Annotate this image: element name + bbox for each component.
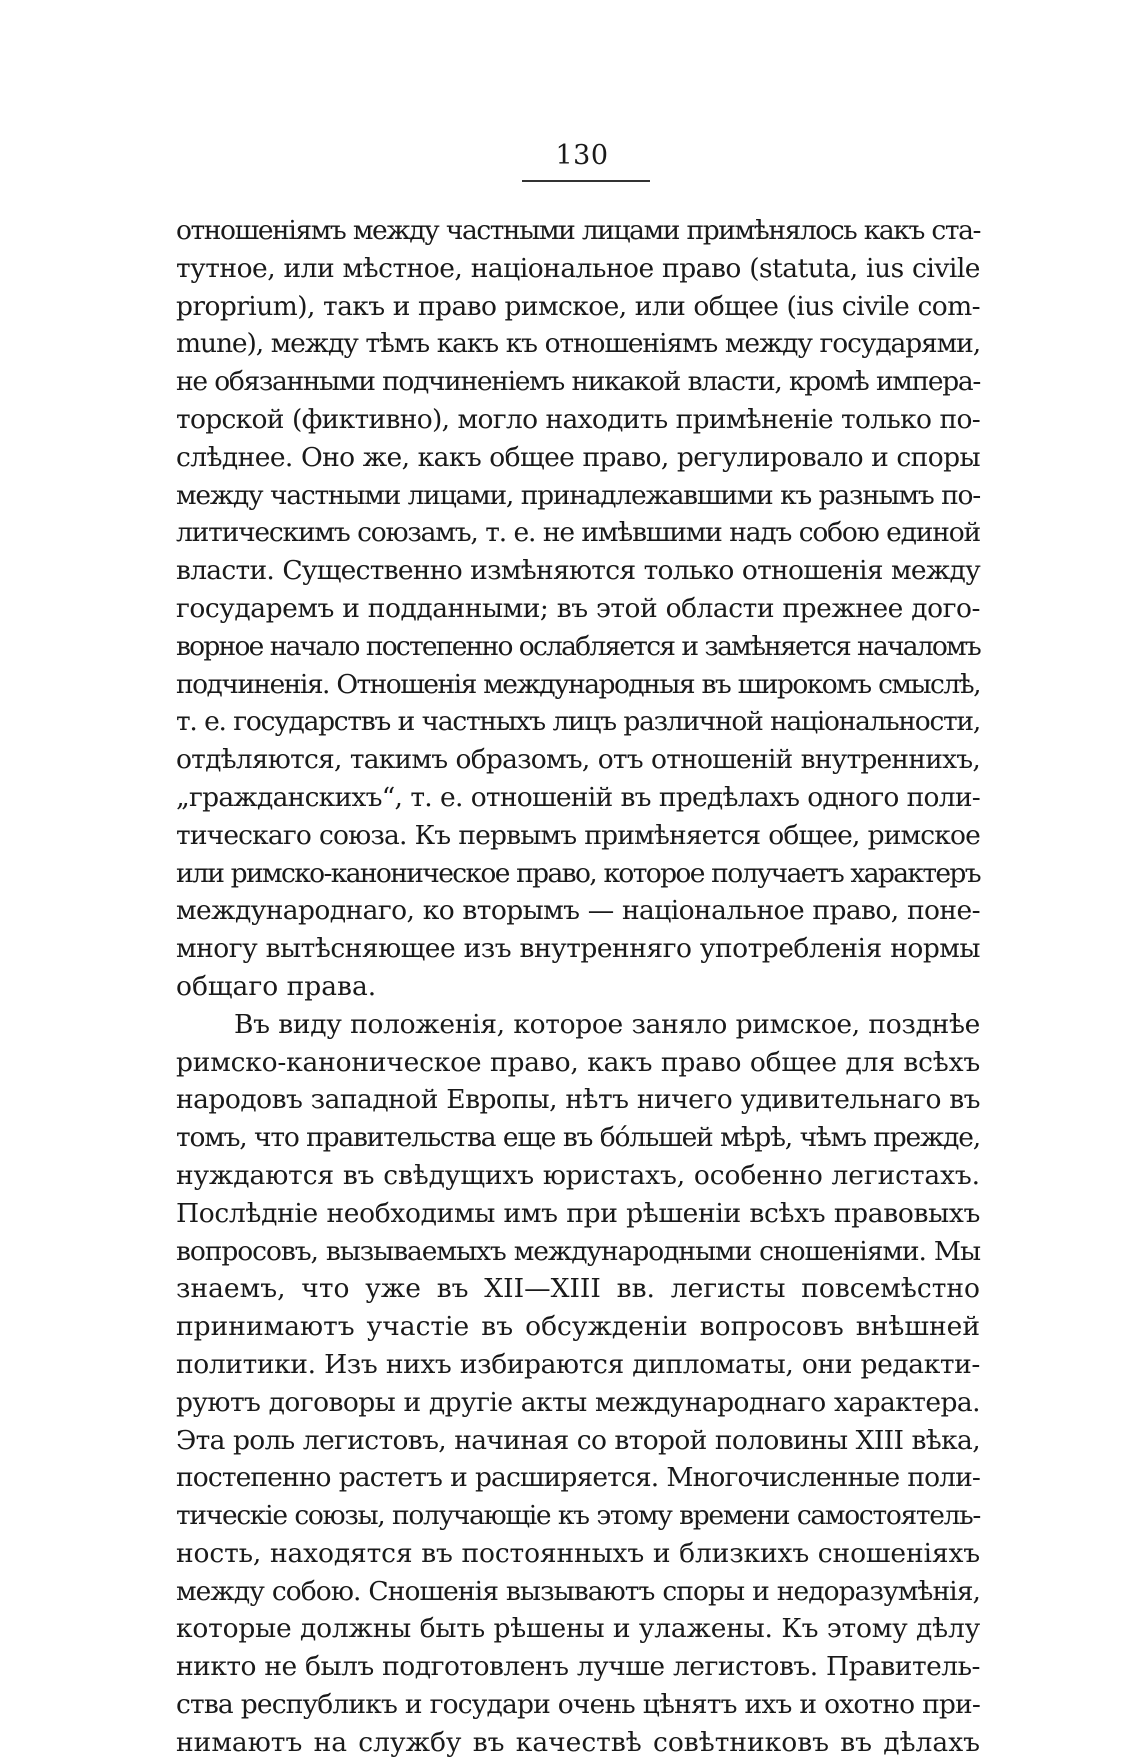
page-number: 130 bbox=[555, 140, 609, 171]
text-line: тическаго союза. Къ первымъ примѣняется общее, римское bbox=[176, 819, 980, 851]
text-line: знаемъ, что уже въ XII—XIII вв. легисты повсемѣстно bbox=[176, 1273, 980, 1305]
text-line: тутное, или мѣстное, національное право (statuta, ius civile bbox=[176, 252, 980, 284]
text-line: ства республикъ и государи очень цѣнятъ ихъ и охотно при- bbox=[176, 1689, 980, 1721]
text-line: слѣднее. Оно же, какъ общее право, регулировало и споры bbox=[176, 441, 980, 473]
text-line: литическимъ союзамъ, т. е. не имѣвшими надъ собою единой bbox=[176, 517, 980, 549]
text-line: торской (фиктивно), могло находить примѣненіе только по- bbox=[176, 403, 980, 435]
text-line: подчиненія. Отношенія международныя въ широкомъ смыслѣ, bbox=[176, 668, 980, 700]
text-line: вопросовъ, вызываемыхъ международными сношеніями. Мы bbox=[176, 1235, 980, 1267]
text-line: нуждаются въ свѣдущихъ юристахъ, особенно легистахъ. bbox=[176, 1159, 980, 1191]
text-line: политики. Изъ нихъ избираются дипломаты, они редакти- bbox=[176, 1348, 980, 1380]
text-line: власти. Существенно измѣняются только отношенія между bbox=[176, 555, 980, 587]
text-line: многу вытѣсняющее изъ внутренняго употребленія нормы bbox=[176, 933, 980, 965]
text-line: нимаютъ на службу въ качествѣ совѣтниковъ въ дѣлахъ bbox=[176, 1726, 980, 1758]
text-line: отношеніямъ между частными лицами примѣнялось какъ ста- bbox=[176, 215, 980, 246]
text-line: между собою. Сношенія вызываютъ споры и недоразумѣнія, bbox=[176, 1575, 980, 1607]
text-line: между частными лицами, принадлежавшими къ разнымъ по- bbox=[176, 479, 980, 511]
text-line: или римско-каноническое право, которое получаетъ характеръ bbox=[176, 857, 980, 889]
text-line: т. е. государствъ и частныхъ лицъ различной національности, bbox=[176, 706, 980, 738]
text-line: общаго права. bbox=[176, 970, 377, 1002]
text-line: которые должны быть рѣшены и улажены. Къ этому дѣлу bbox=[176, 1613, 980, 1645]
text-line: государемъ и подданными; въ этой области прежнее дого- bbox=[176, 592, 980, 624]
text-line: постепенно растетъ и расширяется. Многочисленные поли- bbox=[176, 1462, 980, 1494]
text-line: „гражданскихъ“, т. е. отношеній въ предѣлахъ одного поли- bbox=[176, 781, 980, 813]
text-line: тическіе союзы, получающіе къ этому времени самостоятель- bbox=[176, 1500, 980, 1532]
text-line: руютъ договоры и другіе акты международнаго характера. bbox=[176, 1386, 980, 1418]
body-text bbox=[176, 212, 980, 1762]
page-number-rule bbox=[522, 180, 650, 182]
text-line: ность, находятся въ постоянныхъ и близкихъ сношеніяхъ bbox=[176, 1537, 980, 1569]
text-line: Въ виду положенія, которое заняло римское, позднѣе bbox=[234, 1008, 980, 1040]
text-line: никто не былъ подготовленъ лучше легистовъ. Правитель- bbox=[176, 1651, 980, 1683]
paragraph-2 bbox=[176, 1006, 980, 1762]
text-line: римско-каноническое право, какъ право общее для всѣхъ bbox=[176, 1046, 980, 1078]
text-line: mune), между тѣмъ какъ къ отношеніямъ между государями, bbox=[176, 328, 980, 360]
text-line: Эта роль легистовъ, начиная со второй половины XIII вѣка, bbox=[176, 1424, 980, 1456]
text-line: томъ, что правительства еще въ бóльшей мѣрѣ, чѣмъ прежде, bbox=[176, 1122, 980, 1154]
text-line: ворное начало постепенно ослабляется и замѣняется началомъ bbox=[176, 630, 980, 662]
text-line: Послѣдніе необходимы имъ при рѣшеніи всѣхъ правовыхъ bbox=[176, 1197, 980, 1229]
paragraph-1 bbox=[176, 212, 980, 1006]
text-line: не обязанными подчиненіемъ никакой власти, кромѣ импера- bbox=[176, 366, 980, 398]
text-line: отдѣляются, такимъ образомъ, отъ отношеній внутреннихъ, bbox=[176, 744, 980, 776]
text-line: международнаго, ко вторымъ — національное право, поне- bbox=[176, 895, 980, 927]
text-line: принимаютъ участіе въ обсужденіи вопросовъ внѣшней bbox=[176, 1311, 980, 1343]
text-line: народовъ западной Европы, нѣтъ ничего удивительнаго въ bbox=[176, 1084, 980, 1116]
text-line: proprium), такъ и право римское, или общее (ius civile com- bbox=[176, 290, 980, 322]
